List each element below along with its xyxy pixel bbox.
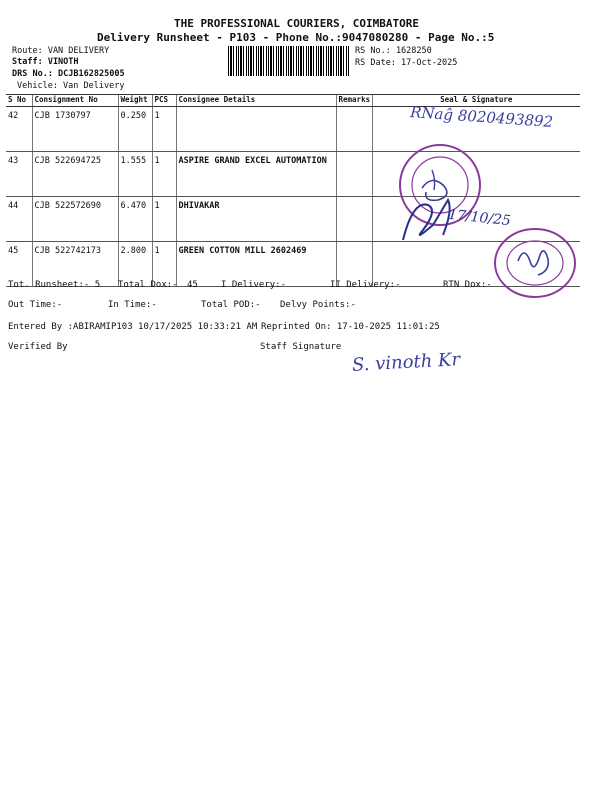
barcode xyxy=(228,46,350,76)
staff-handwritten-signature: S. vinoth Kr xyxy=(351,349,461,376)
cell-consignment: CJB 1730797 xyxy=(32,107,118,152)
rtn-dox: RTN Dox:- xyxy=(443,280,492,290)
cell-weight: 0.250 xyxy=(118,107,152,152)
reprinted-on: Reprinted On: 17-10-2025 11:01:25 xyxy=(261,322,440,332)
total-dox-value: 45 xyxy=(187,280,198,290)
tot-runsheet: Tot. Runsheet:- 5 xyxy=(8,280,101,290)
cell-sno: 43 xyxy=(6,152,32,197)
cell-consignment: CJB 522742173 xyxy=(32,242,118,287)
col-consignment: Consignment No xyxy=(32,95,118,107)
rs-date: RS Date: 17-Oct-2025 xyxy=(355,58,458,68)
delvy-points: Delvy Points:- xyxy=(280,300,356,310)
table-header-row xyxy=(6,95,580,107)
rs-number: RS No.: 1628250 xyxy=(355,46,432,56)
cell-consignee: DHIVAKAR xyxy=(176,197,336,242)
cell-consignee xyxy=(176,107,336,152)
cell-consignee: ASPIRE GRAND EXCEL AUTOMATION xyxy=(176,152,336,197)
cell-consignment: CJB 522694725 xyxy=(32,152,118,197)
staff-signature-label: Staff Signature xyxy=(260,342,342,352)
row42-handwritten-note: RNaĝ 8020493892 xyxy=(409,103,554,131)
table-row xyxy=(6,152,580,197)
cell-weight: 2.800 xyxy=(118,242,152,287)
col-consignee: Consignee Details xyxy=(176,95,336,107)
cell-pcs: 1 xyxy=(152,152,176,197)
col-weight: Weight xyxy=(118,95,152,107)
company-title: THE PROFESSIONAL COURIERS, COIMBATORE xyxy=(174,17,420,30)
drs-number: DRS No.: DCJB162825005 xyxy=(12,69,125,79)
runsheet-subtitle: Delivery Runsheet - P103 - Phone No.:9047080280 - Page No.:5 xyxy=(97,31,495,44)
cell-sno: 42 xyxy=(6,107,32,152)
in-time: In Time:- xyxy=(108,300,157,310)
cell-pcs: 1 xyxy=(152,197,176,242)
col-remarks: Remarks xyxy=(336,95,372,107)
entered-by: Entered By :ABIRAMIP103 10/17/2025 10:33:21 AM xyxy=(8,322,258,332)
cell-weight: 1.555 xyxy=(118,152,152,197)
cell-sno: 45 xyxy=(6,242,32,287)
total-dox-label: Total Dox:- xyxy=(118,280,178,290)
cell-consignee: GREEN COTTON MILL 2602469 xyxy=(176,242,336,287)
ii-delivery: II Delivery:- xyxy=(330,280,401,290)
col-sno: S No xyxy=(6,95,32,107)
total-pod: Total POD:- xyxy=(201,300,261,310)
col-pcs: PCS xyxy=(152,95,176,107)
cell-remarks xyxy=(336,197,372,242)
cell-pcs: 1 xyxy=(152,242,176,287)
cell-remarks xyxy=(336,107,372,152)
cell-remarks xyxy=(336,152,372,197)
out-time: Out Time:- xyxy=(8,300,63,310)
cell-sno: 44 xyxy=(6,197,32,242)
green-cotton-stamp xyxy=(490,225,580,305)
verified-by: Verified By xyxy=(8,342,68,352)
cell-weight: 6.470 xyxy=(118,197,152,242)
route: Route: VAN DELIVERY xyxy=(12,46,110,56)
row44-handwritten-date: 17/10/25 xyxy=(447,206,512,230)
staff: Staff: VINOTH xyxy=(12,57,79,67)
cell-pcs: 1 xyxy=(152,107,176,152)
cell-consignment: CJB 522572690 xyxy=(32,197,118,242)
col-seal: Seal & Signature xyxy=(372,95,580,107)
vehicle: Vehicle: Van Delivery xyxy=(17,81,125,91)
i-delivery: I Delivery:- xyxy=(221,280,287,290)
